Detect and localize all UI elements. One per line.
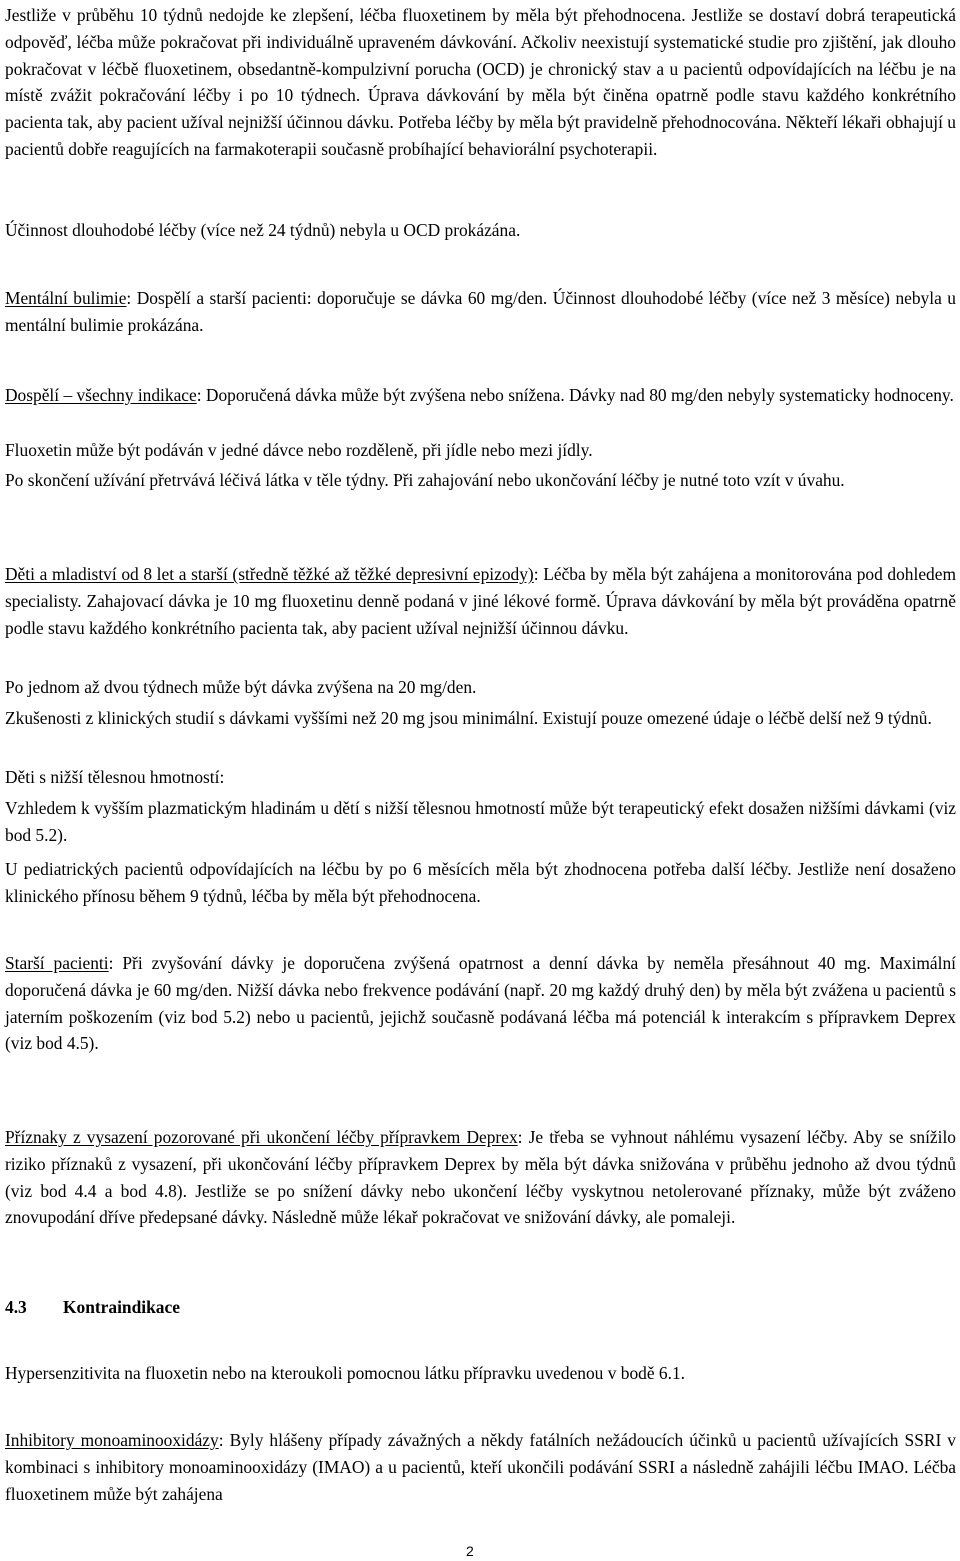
- paragraph-elderly: [5, 950, 956, 1057]
- adults-label: Dospělí – všechny indikace: [5, 385, 197, 405]
- paragraph-pediatric: U pediatrických pacientů odpovídajících na léčbu by po 6 měsících měla být zhodnocena potřeba další léčby. Jestliže není dosaženo klinického přínosu během 9 týdnů, léčba by měla být přehodnocena.: [5, 859, 956, 906]
- paragraph-ocd-duration: Jestliže v průběhu 10 týdnů nedojde ke zlepšení, léčba fluoxetinem by měla být přehodnocena. Jestliže se dostaví dobrá terapeutická odpověď, léčba může pokračovat při individuálně upraveném dávkování. Ačkoliv neexistují systematické studie pro zjištění, jak dlouho pokračovat v léčbě fluoxetinem, obsedantně-kompulzivní porucha (OCD) je chronický stav a u pacientů odpovídajících na léčbu je na místě zvážit pokračování léčby i po 10 týdnech. Úprava dávkování by měla být činěna opatrně podle stavu každého konkrétního pacienta tak, aby pacient užíval nejnižší účinnou dávku. Potřeba léčby by měla být pravidelně přehodnocována. Někteří lékaři obhajují u pacientů dobře reagujících na farmakoterapii současně probíhající behaviorální psychoterapii.: [5, 5, 956, 159]
- withdrawal-text: : Je třeba se vyhnout náhlému vysazení léčby. Aby se snížilo riziko příznaků z vysazení, při ukončování léčby přípravkem Deprex by měla být dávka snižována v průběhu jednoho až dvou týdnů (viz bod 4.4 a bod 4.8). Jestliže se po snížení dávky nebo ukončení léčby vyskytnou netolerované příznaky, může být zváženo znovupodání dříve předepsané dávky. Následně může lékař pokračovat ve snižování dávky, ale pomaleji.: [5, 1127, 956, 1228]
- paragraph-withdrawal: [5, 1124, 956, 1231]
- children-label: Děti a mladiství od 8 let a starší (středně těžké až těžké depresivní epizody): [5, 564, 534, 584]
- paragraph-persistence: Po skončení užívání přetrvává léčivá látka v těle týdny. Při zahajování nebo ukončování léčby je nutné toto vzít v úvahu.: [5, 470, 845, 490]
- mao-text: : Byly hlášeny případy závažných a někdy fatálních nežádoucích účinků u pacientů užívajících SSRI v kombinaci s inhibitory monoaminooxidázy (IMAO) a u pacientů, kteří ukončili podávání SSRI a následně zahájili léčbu IMAO. Léčba fluoxetinem může být zahájena: [5, 1430, 956, 1504]
- mao-label: Inhibitory monoaminooxidázy: [5, 1430, 219, 1450]
- section-heading: [5, 1294, 956, 1321]
- paragraph-hypersensitivity: Hypersenzitivita na fluoxetin nebo na kteroukoli pomocnou látku přípravku uvedenou v bodě 6.1.: [5, 1363, 686, 1383]
- page-number: 2: [466, 1543, 474, 1559]
- withdrawal-label: Příznaky z vysazení pozorované při ukončení léčby přípravkem Deprex: [5, 1127, 518, 1147]
- paragraph-low-weight: Vzhledem k vyšším plazmatickým hladinám u dětí s nižší tělesnou hmotností může být terapeutický efekt dosažen nižšími dávkami (viz bod 5.2).: [5, 798, 956, 845]
- paragraph-bulimia: [5, 285, 956, 339]
- bulimia-label: Mentální bulimie: [5, 288, 127, 308]
- elderly-label: Starší pacienti: [5, 953, 109, 973]
- paragraph-administration: Fluoxetin může být podáván v jedné dávce nebo rozděleně, při jídle nebo mezi jídly.: [5, 440, 593, 460]
- elderly-text: : Při zvyšování dávky je doporučena zvýšená opatrnost a denní dávka by neměla přesáhnout 40 mg. Maximální doporučená dávka je 60 mg/den. Nižší dávka nebo frekvence podávání (např. 20 mg každý druhý den) by měla být zvážena u pacientů s jaterním poškozením (viz bod 5.2) nebo u pacientů, jejichž současně podávaná léčba má potenciál k interakcím s přípravkem Deprex (viz bod 4.5).: [5, 953, 956, 1054]
- paragraph-low-weight-title: Děti s nižší tělesnou hmotností:: [5, 767, 225, 787]
- paragraph-clinical-experience: Zkušenosti z klinických studií s dávkami vyššími než 20 mg jsou minimální. Existují pouze omezené údaje o léčbě delší než 9 týdnů.: [5, 708, 932, 728]
- adults-text: : Doporučená dávka může být zvýšena nebo snížena. Dávky nad 80 mg/den nebyly systematicky hodnoceny.: [196, 385, 954, 405]
- paragraph-dose-increase: Po jednom až dvou týdnech může být dávka zvýšena na 20 mg/den.: [5, 677, 477, 697]
- paragraph-children: [5, 561, 956, 641]
- paragraph-ocd-efficacy: Účinnost dlouhodobé léčby (více než 24 týdnů) nebyla u OCD prokázána.: [5, 220, 521, 240]
- section-title: Kontraindikace: [63, 1297, 180, 1317]
- section-number: 4.3: [5, 1297, 27, 1317]
- bulimia-text: : Dospělí a starší pacienti: doporučuje se dávka 60 mg/den. Účinnost dlouhodobé léčby (více než 3 měsíce) nebyla u mentální bulimie prokázána.: [5, 288, 956, 335]
- paragraph-mao-inhibitors: [5, 1427, 956, 1507]
- children-text: : Léčba by měla být zahájena a monitorována pod dohledem specialisty. Zahajovací dávka je 10 mg fluoxetinu denně podaná v jiné lékové formě. Úprava dávkování by měla být prováděna opatrně podle stavu každého konkrétního pacienta tak, aby pacient užíval nejnižší účinnou dávku.: [5, 564, 956, 638]
- paragraph-adults: [5, 382, 956, 409]
